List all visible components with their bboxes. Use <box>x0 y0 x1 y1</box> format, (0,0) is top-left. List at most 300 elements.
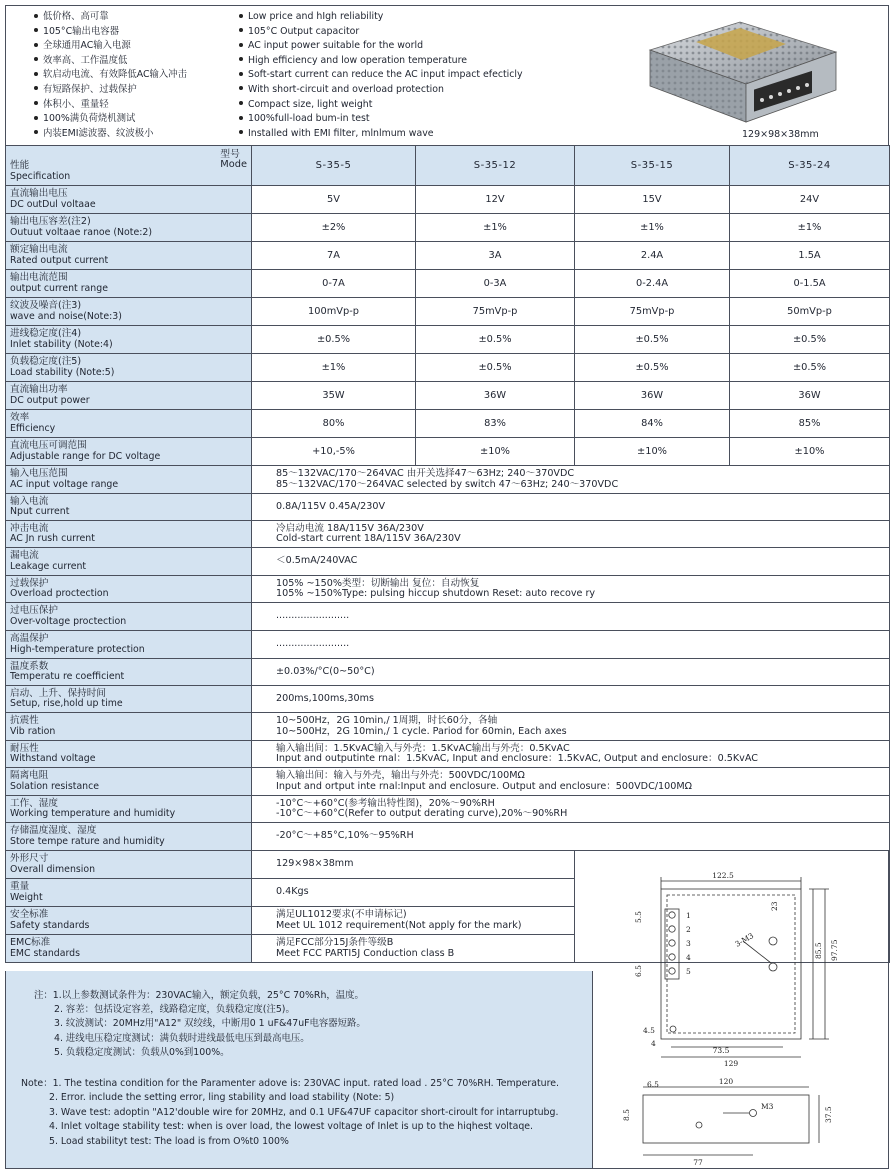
note-line-en: Note：1. The testina condition for the Paramenter adove is: 230VAC input. rated load . 25°C 70%RH. Temperature. <box>21 1078 560 1089</box>
spec-value-wide <box>252 659 890 686</box>
row-label-cn: 重量 <box>10 881 30 893</box>
note-line-cn: 3. 纹波测试：20MHz用"A12" 双绞线，中断用0 1 uF&47uF电容器短路。 <box>54 1018 366 1030</box>
row-label-en: Temperatu re coefficient <box>10 671 125 682</box>
value-line: 冷启动电流 18A/115V 36A/230V <box>276 522 424 534</box>
row-label <box>6 410 252 438</box>
row-label-en: Solation resistance <box>10 780 100 792</box>
row-label-cn: 过电压保护 <box>10 605 58 617</box>
feature-text: Compact size, light weight <box>248 98 373 110</box>
spec-value: 15V <box>575 186 730 214</box>
spec-row-wide <box>6 494 890 521</box>
row-label-cn: 高温保护 <box>10 633 49 645</box>
row-label-en: Adjustable range for DC voltage <box>10 450 161 462</box>
feature-text: 100%full-load bum-in test <box>248 113 370 125</box>
value-line: ........................ <box>276 610 350 622</box>
spec-row-wide <box>6 603 890 631</box>
spec-value: 0-2.4A <box>575 270 730 298</box>
feature-item <box>239 25 639 40</box>
row-label-en: Over-voltage proctection <box>10 615 127 627</box>
feature-text: Installed with EMI filter, mlnlmum wave <box>248 127 434 139</box>
row-label-en: Efficiency <box>10 422 56 434</box>
dim-side-h2: 85.5 <box>814 942 823 959</box>
spec-value-wide <box>252 631 890 659</box>
row-label-cn: 温度系数 <box>10 660 49 672</box>
pin-label: 2 <box>686 925 691 934</box>
spec-value-wide <box>252 603 890 631</box>
row-label <box>6 686 252 713</box>
row-label-en: Load stability (Note:5) <box>10 366 115 378</box>
row-label-cn: 直流输出功率 <box>10 384 68 396</box>
pin-label: 4 <box>686 953 691 962</box>
row-label <box>6 214 252 242</box>
row-label-en: Weight <box>10 891 43 903</box>
pin-label: 3 <box>686 939 691 948</box>
spec-value-wide <box>252 548 890 576</box>
row-label-en: Overload proctection <box>10 588 109 599</box>
notes-panel <box>5 971 593 1169</box>
bullet-icon <box>34 57 38 61</box>
bullet-icon <box>239 43 243 47</box>
row-label <box>6 298 252 326</box>
dim-side-h1: 97.75 <box>830 939 839 961</box>
spec-value: 0-3A <box>416 270 575 298</box>
spec-value: ±2% <box>252 214 416 242</box>
spec-value: 1.5A <box>730 242 890 270</box>
notes-cn <box>34 989 366 1060</box>
spec-value-wide <box>252 494 890 521</box>
feature-text: 有短路保护、过载保护 <box>43 83 137 95</box>
row-label-cn: 冲击电流 <box>10 522 49 534</box>
spec-row-wide <box>6 768 890 796</box>
value-line: 105% ~150%类型：切断输出 复位：自动恢复 <box>276 577 480 589</box>
dim-side-small: 6.5 <box>647 1080 659 1089</box>
row-label-cn: 纹波及噪音(注3) <box>10 300 82 312</box>
dim-side-depth: 77 <box>693 1158 703 1167</box>
model-name: S-35-5 <box>252 146 416 186</box>
feature-item <box>239 98 639 113</box>
bullet-icon <box>239 14 243 18</box>
bullet-icon <box>239 28 243 32</box>
spec-value: 84% <box>575 410 730 438</box>
bullet-icon <box>34 28 38 32</box>
row-label-en: output current range <box>10 282 108 294</box>
value-line: 10~500Hz，2G 10min,/ 1 cycle. Pariod for 60min, Each axes <box>276 725 567 737</box>
value-line: ±0.03%/°C(0~50°C) <box>276 665 375 677</box>
value-line: -20°C～+85°C,10%～95%RH <box>276 830 414 842</box>
row-label-cn: 进线稳定度(注4) <box>10 328 82 340</box>
row-label-cn: 直流输出电压 <box>10 188 68 200</box>
row-label-cn: 抗震性 <box>10 715 39 727</box>
model-name: S-35-24 <box>730 146 890 186</box>
value-line: ........................ <box>276 638 350 650</box>
dim-inner: 23 <box>770 901 779 911</box>
row-label <box>6 494 252 521</box>
row-label-en: DC output power <box>10 394 90 406</box>
value-line: 85～132VAC/170～264VAC 由开关选择47～63Hz; 240～370VDC <box>276 468 575 480</box>
spec-value: +10,-5% <box>252 438 416 466</box>
row-label <box>6 576 252 603</box>
spec-value-wide <box>252 713 890 741</box>
spec-value: ±1% <box>416 214 575 242</box>
row-label-en: Rated output current <box>10 254 109 266</box>
spec-value: ±0.5% <box>416 326 575 354</box>
spec-value: ±10% <box>575 438 730 466</box>
row-label-en: High-temperature protection <box>10 643 145 655</box>
spec-value: ±0.5% <box>575 326 730 354</box>
spec-value-short <box>252 935 575 963</box>
spec-value: ±1% <box>252 354 416 382</box>
row-label-cn: 效率 <box>10 412 30 424</box>
feature-item <box>34 39 239 54</box>
row-label <box>6 603 252 631</box>
bullet-icon <box>34 101 38 105</box>
spec-row-wide <box>6 521 890 548</box>
dim-side-width: 120 <box>718 1077 734 1086</box>
feature-item <box>34 68 239 83</box>
row-label <box>6 796 252 823</box>
dim-d1: 4 <box>651 1039 656 1048</box>
feature-text: 软启动电流、有效降低AC输入冲击 <box>43 69 188 81</box>
feature-text: High efficiency and low operation temperature <box>248 54 468 66</box>
row-label-cn: 存储温度湿度、湿度 <box>10 825 97 837</box>
spec-value: ±0.5% <box>730 354 890 382</box>
row-label-cn: 直流电压可调范围 <box>10 440 87 452</box>
spec-value: 75mVp-p <box>575 298 730 326</box>
row-label <box>6 741 252 768</box>
bullet-icon <box>34 116 38 120</box>
spec-row <box>6 326 890 354</box>
spec-value: 85% <box>730 410 890 438</box>
row-label-cn: 漏电流 <box>10 550 39 562</box>
note-line-en: 3. Wave test: adoptin "A12'double wire for 20MHz, and 0.1 UF&47UF capacitor short-ciroult for intarruptubg. <box>49 1106 559 1118</box>
row-label-en: Nput current <box>10 506 70 517</box>
note-line-cn: 4. 进线电压稳定度测试：满负载时进线最低电压到最高电压。 <box>54 1032 310 1044</box>
spec-value: ±0.5% <box>252 326 416 354</box>
row-label-cn: 输入电流 <box>10 495 49 507</box>
value-line: -10°C～+60°C(参考输出特性图)，20%～90%RH <box>276 797 495 809</box>
model-name: S-35-12 <box>416 146 575 186</box>
feature-item <box>239 39 639 54</box>
note-line-en: 5. Load stabilityt test: The load is from O%t0 100% <box>49 1135 289 1147</box>
spec-value-wide <box>252 466 890 494</box>
spec-row <box>6 298 890 326</box>
datasheet-page <box>5 5 889 1169</box>
feature-item <box>239 54 639 69</box>
spec-row-wide <box>6 796 890 823</box>
value-line: 200ms,100ms,30ms <box>276 692 374 704</box>
value-line: 0.4Kgs <box>276 886 309 898</box>
row-label-en: Setup, rise,hold up time <box>10 698 123 709</box>
spec-row <box>6 242 890 270</box>
row-label-en: Inlet stability (Note:4) <box>10 338 113 350</box>
spec-value: 50mVp-p <box>730 298 890 326</box>
bullet-icon <box>34 43 38 47</box>
bullet-icon <box>239 57 243 61</box>
spec-row <box>6 214 890 242</box>
spec-value: 2.4A <box>575 242 730 270</box>
row-label-cn: 输入电压范围 <box>10 468 68 480</box>
spec-value-wide <box>252 686 890 713</box>
note-line-en: 4. Inlet voltage stability test: when is over load, the lowest voltage of Inlet is up to the hiqhest voltaqe. <box>49 1121 534 1133</box>
spec-row-wide <box>6 741 890 768</box>
row-label <box>6 466 252 494</box>
row-label <box>6 382 252 410</box>
row-label-cn: 输出电压容差(注2) <box>10 216 91 228</box>
bullet-icon <box>34 72 38 76</box>
spec-value: ±0.5% <box>575 354 730 382</box>
spec-value: 5V <box>252 186 416 214</box>
row-label-en: wave and noise(Note:3) <box>10 310 122 322</box>
bullet-icon <box>239 72 243 76</box>
row-label-cn: 过载保护 <box>10 577 49 589</box>
value-line: 85～132VAC/170～264VAC selected by switch 47～63Hz; 240～370VDC <box>276 478 619 490</box>
spec-value: ±10% <box>416 438 575 466</box>
dim-side-height: 37.5 <box>824 1106 833 1123</box>
power-supply-photo <box>636 14 844 132</box>
feature-text: Soft-start current can reduce the AC input impact efecticly <box>248 69 523 81</box>
row-label <box>6 270 252 298</box>
row-label <box>6 521 252 548</box>
row-label <box>6 631 252 659</box>
spec-value: ±1% <box>730 214 890 242</box>
note-line-cn: 2. 容差：包括设定容差，线路稳定度，负载稳定度(注5)。 <box>54 1004 295 1016</box>
spec-value: 36W <box>730 382 890 410</box>
value-line: Input and outputinte rnal：1.5KvAC, Input and enclosure：1.5KvAC, Output and enclosure：0.5KvAC <box>276 753 758 764</box>
row-label-en: Safety standards <box>10 919 90 931</box>
value-line: -10°C～+60°C(Refer to output derating curve),20%～90%RH <box>276 808 568 819</box>
row-label <box>6 354 252 382</box>
dim-side-screw: M3 <box>761 1102 774 1111</box>
feature-item <box>34 25 239 40</box>
feature-text: 内装EMI滤波器、纹波极小 <box>43 127 154 139</box>
spec-row <box>6 410 890 438</box>
row-label <box>6 659 252 686</box>
value-line: 105% ~150%Type: pulsing hiccup shutdown Reset: auto recove ry <box>276 588 596 599</box>
feature-item <box>34 54 239 69</box>
row-label <box>6 823 252 851</box>
dim-small: 5.5 <box>634 911 643 923</box>
spec-row-wide <box>6 823 890 851</box>
feature-item <box>239 112 639 127</box>
spec-row <box>6 438 890 466</box>
bullet-icon <box>34 14 38 18</box>
spec-value: 75mVp-p <box>416 298 575 326</box>
row-label-en: Overall dimension <box>10 863 96 875</box>
spec-value: 35W <box>252 382 416 410</box>
spec-row <box>6 270 890 298</box>
spec-row-wide <box>6 466 890 494</box>
feature-item <box>34 98 239 113</box>
bullet-icon <box>239 116 243 120</box>
dim-offset: 4.5 <box>643 1026 655 1035</box>
bullet-icon <box>239 101 243 105</box>
note-line-cn: 注：1.以上参数测试条件为：230VAC输入，额定负载，25°C 70%Rh，温度。 <box>34 990 364 1001</box>
row-label-en: Withstand voltage <box>10 753 96 764</box>
spec-value-wide <box>252 796 890 823</box>
spec-row-wide <box>6 713 890 741</box>
spec-label-en: Specification <box>10 170 71 182</box>
notes-en <box>21 1077 559 1149</box>
row-label <box>6 186 252 214</box>
value-line: ＜0.5mA/240VAC <box>276 555 358 567</box>
pin-label: 5 <box>686 967 691 976</box>
spec-value: 7A <box>252 242 416 270</box>
spec-value: 12V <box>416 186 575 214</box>
spec-value: ±0.5% <box>416 354 575 382</box>
note-line-cn: 5. 负载稳定度测试：负载从0%到100%。 <box>54 1046 230 1058</box>
spec-value: 0-7A <box>252 270 416 298</box>
spec-value: ±1% <box>575 214 730 242</box>
value-line: 10~500Hz，2G 10min,/ 1周期，时长60分，各轴 <box>276 715 498 727</box>
spec-value: 36W <box>575 382 730 410</box>
row-label-en: Leakage current <box>10 560 87 572</box>
spec-value: 80% <box>252 410 416 438</box>
spec-value: 24V <box>730 186 890 214</box>
row-label-cn: 负载稳定度(注5) <box>10 356 82 368</box>
value-line: 输入输出间：1.5KvAC输入与外壳：1.5KvAC输出与外壳：0.5KvAC <box>276 742 570 754</box>
dimension-drawing <box>593 851 889 1169</box>
spec-value: ±0.5% <box>730 326 890 354</box>
row-label-en: AC input voltage range <box>10 478 119 490</box>
feature-text: 100%满负荷烧机测试 <box>43 113 136 125</box>
feature-text: 105°C输出电容器 <box>43 25 120 37</box>
value-line: 0.8A/115V 0.45A/230V <box>276 500 386 512</box>
row-label <box>6 879 252 907</box>
value-line: 129×98×38mm <box>276 858 354 870</box>
row-label-en: Outuut voltaae ranoe (Note:2) <box>10 226 152 238</box>
photo-dimension-caption: 129×98×38mm <box>742 129 819 140</box>
features-en-list <box>239 10 639 141</box>
row-label-cn: 隔离电阻 <box>10 770 49 782</box>
feature-item <box>34 10 239 25</box>
bullet-icon <box>34 130 38 134</box>
spec-value-wide <box>252 521 890 548</box>
spec-value: 83% <box>416 410 575 438</box>
spec-header-label <box>6 146 252 186</box>
feature-text: 105°C Output capacitor <box>248 25 360 37</box>
spec-row <box>6 186 890 214</box>
row-label-cn: 工作、湿度 <box>10 797 58 809</box>
row-label-cn: EMC标准 <box>10 937 51 949</box>
bullet-icon <box>239 86 243 90</box>
value-line: 满足UL1012要求(不申请标记) <box>276 909 407 921</box>
spec-row-wide <box>6 659 890 686</box>
features-header <box>5 5 889 145</box>
spec-value-wide <box>252 768 890 796</box>
value-line: 输入输出间：输入与外壳，输出与外壳：500VDC/100MΩ <box>276 770 525 782</box>
feature-text: 体积小、重量轻 <box>43 98 109 110</box>
spec-row-wide <box>6 686 890 713</box>
bullet-icon <box>34 86 38 90</box>
dim-side-left: 8.5 <box>622 1109 631 1121</box>
value-line: Meet UL 1012 requirement(Not apply for the mark) <box>276 919 522 931</box>
dim-mid: 73.5 <box>712 1046 730 1055</box>
feature-text: 全球通用AC输入电源 <box>43 40 131 52</box>
dim-top-width: 122.5 <box>712 871 734 880</box>
feature-text: Low price and hIgh reliability <box>248 11 384 22</box>
row-label <box>6 438 252 466</box>
spec-value-short <box>252 851 575 879</box>
row-label <box>6 935 252 963</box>
value-line: 满足FCC部分15J条件等级B <box>276 937 394 949</box>
row-label-cn: 输出电流范围 <box>10 272 68 284</box>
value-line: Cold-start current 18A/115V 36A/230V <box>276 533 461 544</box>
feature-item <box>239 83 639 98</box>
pin-label: 1 <box>686 911 691 920</box>
spec-value: 3A <box>416 242 575 270</box>
bullet-icon <box>239 130 243 134</box>
row-label-en: EMC standards <box>10 947 81 959</box>
dim-bottom-width: 129 <box>723 1059 739 1068</box>
model-label-cn: 型号 <box>220 149 240 161</box>
spec-value: 0-1.5A <box>730 270 890 298</box>
row-label-cn: 额定输出电流 <box>10 244 68 256</box>
spec-value: 100mVp-p <box>252 298 416 326</box>
value-line: Meet FCC PARTI5J Conduction class B <box>276 947 455 959</box>
row-label <box>6 242 252 270</box>
dim-pitch: 6.5 <box>634 965 643 977</box>
row-label <box>6 907 252 935</box>
feature-text: AC input power suitable for the world <box>248 40 424 52</box>
row-label-en: Vib ration <box>10 725 56 737</box>
spec-label-cn: 性能 <box>10 160 30 172</box>
feature-text: 低价格、高可靠 <box>43 11 109 22</box>
row-label-cn: 启动、上升、保持时间 <box>10 687 106 699</box>
spec-value-short <box>252 907 575 935</box>
spec-row-wide <box>6 548 890 576</box>
note-line-en: 2. Error. include the setting error, ling stability and load stability (Note: 5) <box>49 1092 395 1104</box>
feature-item <box>34 83 239 98</box>
model-name: S-35-15 <box>575 146 730 186</box>
spec-value-wide <box>252 823 890 851</box>
features-cn-list <box>34 10 239 141</box>
spec-table <box>5 145 890 963</box>
spec-row <box>6 382 890 410</box>
feature-item <box>239 127 639 142</box>
spec-value: 36W <box>416 382 575 410</box>
row-label <box>6 768 252 796</box>
row-label <box>6 851 252 879</box>
row-label-en: Store tempe rature and humidity <box>10 835 165 847</box>
row-label-cn: 外形尺寸 <box>10 853 49 865</box>
spec-row-wide <box>6 576 890 603</box>
row-label-en: Working temperature and humidity <box>10 808 176 819</box>
model-label-en: Mode <box>220 159 247 171</box>
feature-item <box>34 127 239 142</box>
row-label <box>6 713 252 741</box>
feature-text: 效率高、工作温度低 <box>43 54 128 66</box>
spec-value-short <box>252 879 575 907</box>
feature-item <box>239 10 639 25</box>
row-label-cn: 安全标准 <box>10 909 49 921</box>
spec-row <box>6 354 890 382</box>
row-label <box>6 326 252 354</box>
row-label-en: AC Jn rush current <box>10 533 95 544</box>
spec-value-wide <box>252 576 890 603</box>
spec-value: ±10% <box>730 438 890 466</box>
dimension-drawing-svg <box>593 851 889 1169</box>
feature-item <box>239 68 639 83</box>
spec-header-row <box>6 146 890 186</box>
spec-value-wide <box>252 741 890 768</box>
value-line: Input and ortput inte rnal:Input and enclosure. Output and enclosure：500VDC/100MΩ <box>276 780 692 792</box>
row-label-cn: 耐压性 <box>10 742 39 754</box>
feature-text: With short-circuit and overload protection <box>248 83 444 95</box>
dim-screw: 3-M3 <box>733 931 756 949</box>
spec-row-wide <box>6 631 890 659</box>
row-label <box>6 548 252 576</box>
row-label-en: DC outDul voltaae <box>10 198 96 210</box>
